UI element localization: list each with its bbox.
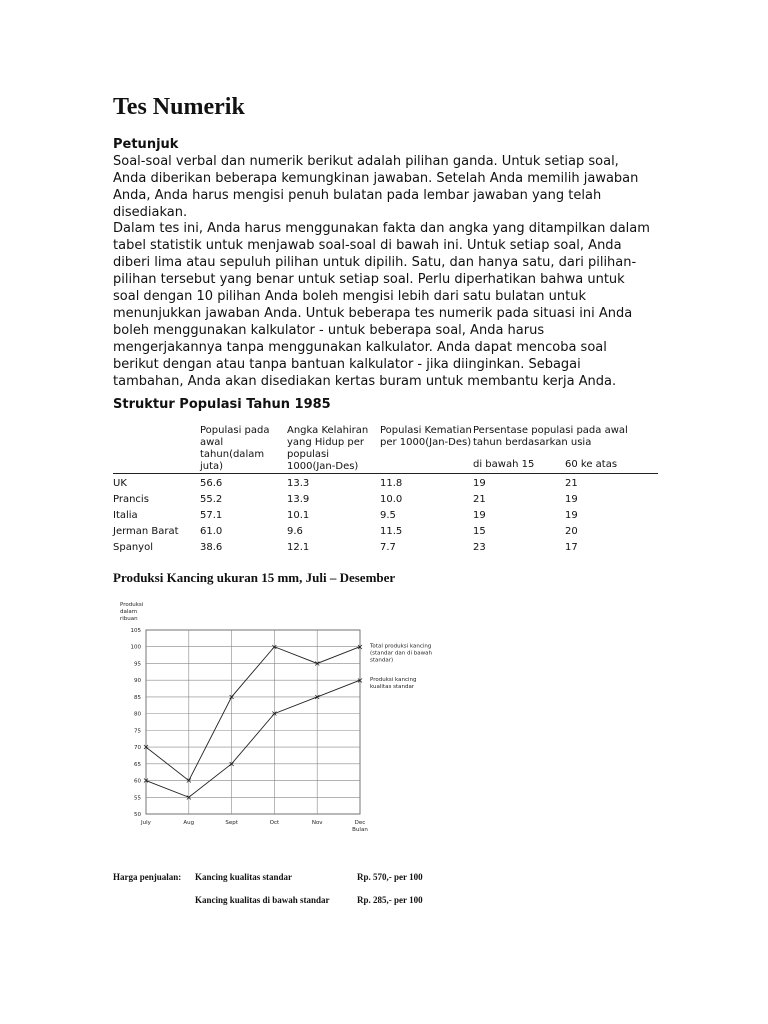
cell-bawah15: 21 xyxy=(473,494,486,505)
cell-country: Jerman Barat xyxy=(113,526,179,537)
cell-populasi: 56.6 xyxy=(200,478,223,489)
y-axis-label: ribuan xyxy=(120,616,138,622)
header-atas60: 60 ke atas xyxy=(565,459,618,471)
y-tick-label: 65 xyxy=(134,761,141,768)
cell-kematian: 7.7 xyxy=(380,542,396,553)
data-point: × xyxy=(356,642,364,652)
cell-country: Italia xyxy=(113,510,138,521)
data-point: × xyxy=(228,692,235,702)
table-row xyxy=(113,540,658,556)
y-axis-label: dalam xyxy=(120,609,138,615)
x-tick-label: Aug xyxy=(183,820,195,826)
data-point: × xyxy=(142,742,150,752)
x-axis-label: Bulan xyxy=(352,827,368,833)
y-tick-label: 95 xyxy=(134,661,141,668)
table-row xyxy=(113,524,658,540)
data-point: × xyxy=(185,792,193,802)
series-line xyxy=(146,680,360,797)
table-row xyxy=(113,492,658,508)
data-point: × xyxy=(185,776,193,786)
y-tick-label: 100 xyxy=(130,644,141,651)
cell-kematian: 11.8 xyxy=(380,478,403,489)
cell-kematian: 9.5 xyxy=(380,510,396,521)
x-tick-label: Oct xyxy=(269,820,280,826)
production-line-chart xyxy=(110,596,470,850)
table-title: Struktur Populasi Tahun 1985 xyxy=(113,397,331,412)
data-point: × xyxy=(228,759,235,769)
cell-populasi: 61.0 xyxy=(200,526,223,537)
y-tick-label: 75 xyxy=(134,728,141,735)
y-axis-label: Produksi xyxy=(120,602,144,608)
header-empty xyxy=(113,425,200,451)
header-persentase: Persentase populasi pada awal tahun berdasarkan usia xyxy=(473,425,628,448)
y-tick-label: 85 xyxy=(134,694,141,701)
x-tick-label: Sept xyxy=(225,820,238,826)
cell-populasi: 55.2 xyxy=(200,494,223,505)
cell-bawah15: 23 xyxy=(473,542,486,553)
page-title: Tes Numerik xyxy=(113,94,245,120)
data-point: × xyxy=(271,642,278,652)
cell-kelahiran: 12.1 xyxy=(287,542,310,553)
y-tick-label: 70 xyxy=(134,745,141,752)
header-populasi: Populasi pada awal tahun(dalam juta) xyxy=(200,425,270,472)
data-point: × xyxy=(271,709,278,719)
cell-kelahiran: 10.1 xyxy=(287,510,310,521)
y-tick-label: 80 xyxy=(134,711,141,718)
cell-kelahiran: 13.3 xyxy=(287,478,310,489)
cell-country: Spanyol xyxy=(113,542,153,553)
cell-bawah15: 19 xyxy=(473,478,486,489)
cell-populasi: 38.6 xyxy=(200,542,223,553)
price-label: Harga penjualan: xyxy=(113,872,182,882)
price-item-name: Kancing kualitas di bawah standar xyxy=(195,895,330,905)
cell-country: UK xyxy=(113,478,127,489)
cell-kelahiran: 13.9 xyxy=(287,494,310,505)
price-item-value: Rp. 285,- per 100 xyxy=(357,895,423,905)
table-row xyxy=(113,474,658,493)
data-point: × xyxy=(142,776,150,786)
cell-populasi: 57.1 xyxy=(200,510,223,521)
cell-atas60: 20 xyxy=(565,526,578,537)
y-tick-label: 90 xyxy=(134,678,141,685)
instruction-paragraph-2: Dalam tes ini, Anda harus menggunakan fakta dan angka yang ditampilkan dalam tabel statistik untuk menjawab soal-soal di bawah ini. Untuk setiap soal, Anda diberi lima atau sepuluh pilihan untuk dipilih. Satu, dan hanya satu, dari pilihan-pilihan tersebut yang benar untuk setiap soal. Perlu diperhatikan bahwa untuk soal dengan 10 pilihan Anda boleh mengisi lebih dari satu bulatan untuk menunjukkan jawaban Anda. Untuk beberapa tes numerik pada situasi ini Anda boleh menggunakan kalkulator - untuk beberapa soal, Anda harus mengerjakannya tanpa menggunakan kalkulator. Anda dapat mencoba soal berikut dengan atau tanpa bantuan kalkulator - jika diinginkan. Sebagai tambahan, Anda akan disediakan kertas buram untuk membantu kerja Anda. xyxy=(113,221,650,389)
price-item-value: Rp. 570,- per 100 xyxy=(357,872,423,882)
table-row xyxy=(113,508,658,524)
population-table xyxy=(113,425,658,556)
y-tick-label: 60 xyxy=(134,778,141,785)
y-tick-label: 55 xyxy=(134,795,141,802)
price-item-name: Kancing kualitas standar xyxy=(195,872,293,882)
x-tick-label: July xyxy=(141,820,151,826)
cell-kelahiran: 9.6 xyxy=(287,526,303,537)
header-empty xyxy=(113,451,200,473)
cell-atas60: 21 xyxy=(565,478,578,489)
cell-bawah15: 15 xyxy=(473,526,486,537)
header-bawah15: di bawah 15 xyxy=(473,459,535,471)
cell-atas60: 19 xyxy=(565,494,578,505)
header-kelahiran: Angka Kelahiran yang Hidup per populasi 1000(Jan-Des) xyxy=(287,425,369,472)
x-tick-label: Nov xyxy=(311,820,323,826)
petunjuk-heading: Petunjuk xyxy=(113,137,179,152)
y-tick-label: 50 xyxy=(134,812,141,818)
cell-atas60: 17 xyxy=(565,542,578,553)
plot-frame xyxy=(146,630,360,814)
data-point: × xyxy=(356,675,364,685)
chart-title: Produksi Kancing ukuran 15 mm, Juli – Desember xyxy=(113,570,396,585)
table-header-row xyxy=(113,425,658,451)
data-point: × xyxy=(313,659,321,669)
header-kematian: Populasi Kematian per 1000(Jan-Des) xyxy=(380,425,472,448)
series-label: Total produksi kancing (standar dan di bawah standar) xyxy=(370,643,432,664)
series-label: Produksi kancing kualitas standar xyxy=(370,677,417,691)
y-tick-label: 105 xyxy=(130,628,141,634)
x-tick-label: Dec xyxy=(354,820,366,826)
cell-kematian: 11.5 xyxy=(380,526,403,537)
instruction-paragraph-1: Soal-soal verbal dan numerik berikut adalah pilihan ganda. Untuk setiap soal, Anda diberikan beberapa kemungkinan jawaban. Setelah Anda memilih jawaban Anda, Anda harus mengisi penuh bulatan pada lembar jawaban yang telah disediakan. xyxy=(113,154,639,220)
cell-bawah15: 19 xyxy=(473,510,486,521)
cell-country: Prancis xyxy=(113,494,149,505)
cell-atas60: 19 xyxy=(565,510,578,521)
cell-kematian: 10.0 xyxy=(380,494,403,505)
data-point: × xyxy=(313,692,321,702)
